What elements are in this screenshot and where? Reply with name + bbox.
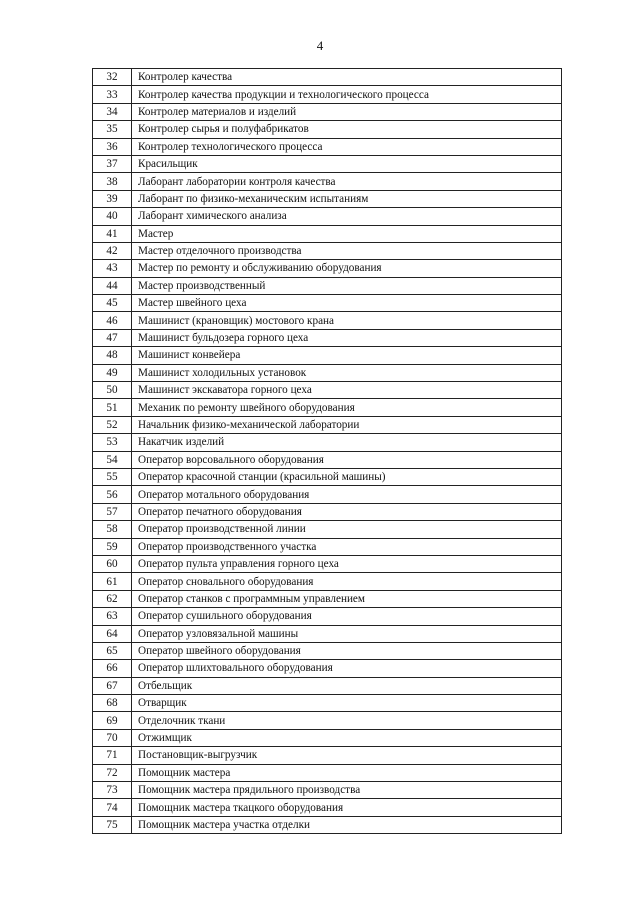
profession-name: Контролер сырья и полуфабрикатов <box>132 121 562 138</box>
profession-name: Красильщик <box>132 155 562 172</box>
row-number: 59 <box>93 538 132 555</box>
table-row <box>93 799 562 816</box>
table-row <box>93 347 562 364</box>
table-row <box>93 103 562 120</box>
profession-name: Оператор шлихтовального оборудования <box>132 660 562 677</box>
profession-name: Оператор сновального оборудования <box>132 573 562 590</box>
table-row <box>93 625 562 642</box>
table-row <box>93 782 562 799</box>
table-row <box>93 434 562 451</box>
table-row <box>93 642 562 659</box>
row-number: 63 <box>93 608 132 625</box>
profession-name: Оператор узловязальной машины <box>132 625 562 642</box>
profession-name: Контролер качества продукции и технологического процесса <box>132 86 562 103</box>
table-row <box>93 729 562 746</box>
table-row <box>93 138 562 155</box>
row-number: 42 <box>93 242 132 259</box>
profession-name: Лаборант по физико-механическим испытаниям <box>132 190 562 207</box>
profession-name: Мастер отделочного производства <box>132 242 562 259</box>
row-number: 32 <box>93 69 132 86</box>
row-number: 56 <box>93 486 132 503</box>
table-row <box>93 329 562 346</box>
table-row <box>93 521 562 538</box>
profession-name: Мастер производственный <box>132 277 562 294</box>
profession-name: Постановщик-выгрузчик <box>132 747 562 764</box>
table-row <box>93 260 562 277</box>
table-row <box>93 242 562 259</box>
profession-name: Машинист холодильных установок <box>132 364 562 381</box>
profession-name: Оператор швейного оборудования <box>132 642 562 659</box>
row-number: 65 <box>93 642 132 659</box>
professions-table-body <box>93 69 562 834</box>
table-row <box>93 155 562 172</box>
row-number: 54 <box>93 451 132 468</box>
table-row <box>93 503 562 520</box>
table-row <box>93 173 562 190</box>
table-row <box>93 608 562 625</box>
table-row <box>93 190 562 207</box>
row-number: 62 <box>93 590 132 607</box>
row-number: 75 <box>93 816 132 833</box>
profession-name: Оператор красочной станции (красильной машины) <box>132 468 562 485</box>
table-row <box>93 590 562 607</box>
row-number: 50 <box>93 382 132 399</box>
table-row <box>93 555 562 572</box>
row-number: 43 <box>93 260 132 277</box>
profession-name: Машинист бульдозера горного цеха <box>132 329 562 346</box>
table-row <box>93 538 562 555</box>
row-number: 73 <box>93 782 132 799</box>
row-number: 46 <box>93 312 132 329</box>
profession-name: Отбельщик <box>132 677 562 694</box>
profession-name: Мастер швейного цеха <box>132 295 562 312</box>
table-row <box>93 416 562 433</box>
row-number: 47 <box>93 329 132 346</box>
table-row <box>93 486 562 503</box>
table-row <box>93 573 562 590</box>
row-number: 36 <box>93 138 132 155</box>
row-number: 60 <box>93 555 132 572</box>
table-row <box>93 695 562 712</box>
table-row <box>93 747 562 764</box>
professions-table <box>92 68 562 834</box>
profession-name: Оператор производственного участка <box>132 538 562 555</box>
row-number: 37 <box>93 155 132 172</box>
row-number: 38 <box>93 173 132 190</box>
table-row <box>93 382 562 399</box>
profession-name: Отжимщик <box>132 729 562 746</box>
profession-name: Оператор пульта управления горного цеха <box>132 555 562 572</box>
profession-name: Машинист конвейера <box>132 347 562 364</box>
page-number: 4 <box>316 38 324 53</box>
row-number: 34 <box>93 103 132 120</box>
profession-name: Лаборант лаборатории контроля качества <box>132 173 562 190</box>
profession-name: Оператор ворсовального оборудования <box>132 451 562 468</box>
profession-name: Оператор производственной линии <box>132 521 562 538</box>
profession-name: Мастер по ремонту и обслуживанию оборудования <box>132 260 562 277</box>
profession-name: Помощник мастера участка отделки <box>132 816 562 833</box>
row-number: 41 <box>93 225 132 242</box>
profession-name: Накатчик изделий <box>132 434 562 451</box>
table-row <box>93 451 562 468</box>
row-number: 48 <box>93 347 132 364</box>
row-number: 55 <box>93 468 132 485</box>
profession-name: Машинист экскаватора горного цеха <box>132 382 562 399</box>
profession-name: Помощник мастера ткацкого оборудования <box>132 799 562 816</box>
row-number: 35 <box>93 121 132 138</box>
row-number: 45 <box>93 295 132 312</box>
row-number: 58 <box>93 521 132 538</box>
profession-name: Отварщик <box>132 695 562 712</box>
table-row <box>93 225 562 242</box>
table-row <box>93 277 562 294</box>
profession-name: Лаборант химического анализа <box>132 208 562 225</box>
row-number: 40 <box>93 208 132 225</box>
profession-name: Оператор мотального оборудования <box>132 486 562 503</box>
profession-name: Помощник мастера прядильного производства <box>132 782 562 799</box>
table-row <box>93 399 562 416</box>
table-row <box>93 677 562 694</box>
profession-name: Контролер качества <box>132 69 562 86</box>
profession-name: Машинист (крановщик) мостового крана <box>132 312 562 329</box>
row-number: 70 <box>93 729 132 746</box>
row-number: 39 <box>93 190 132 207</box>
table-row <box>93 312 562 329</box>
row-number: 74 <box>93 799 132 816</box>
table-row <box>93 295 562 312</box>
profession-name: Отделочник ткани <box>132 712 562 729</box>
row-number: 64 <box>93 625 132 642</box>
table-row <box>93 816 562 833</box>
profession-name: Контролер технологического процесса <box>132 138 562 155</box>
profession-name: Механик по ремонту швейного оборудования <box>132 399 562 416</box>
profession-name: Оператор станков с программным управлением <box>132 590 562 607</box>
row-number: 69 <box>93 712 132 729</box>
row-number: 33 <box>93 86 132 103</box>
row-number: 68 <box>93 695 132 712</box>
row-number: 67 <box>93 677 132 694</box>
row-number: 53 <box>93 434 132 451</box>
profession-name: Мастер <box>132 225 562 242</box>
row-number: 66 <box>93 660 132 677</box>
row-number: 44 <box>93 277 132 294</box>
table-row <box>93 69 562 86</box>
row-number: 61 <box>93 573 132 590</box>
row-number: 49 <box>93 364 132 381</box>
table-row <box>93 121 562 138</box>
row-number: 52 <box>93 416 132 433</box>
table-row <box>93 764 562 781</box>
profession-name: Начальник физико-механической лаборатории <box>132 416 562 433</box>
table-row <box>93 468 562 485</box>
row-number: 57 <box>93 503 132 520</box>
table-row <box>93 364 562 381</box>
table-row <box>93 660 562 677</box>
profession-name: Помощник мастера <box>132 764 562 781</box>
profession-name: Оператор сушильного оборудования <box>132 608 562 625</box>
table-row <box>93 208 562 225</box>
row-number: 71 <box>93 747 132 764</box>
table-row <box>93 86 562 103</box>
row-number: 51 <box>93 399 132 416</box>
profession-name: Оператор печатного оборудования <box>132 503 562 520</box>
table-row <box>93 712 562 729</box>
profession-name: Контролер материалов и изделий <box>132 103 562 120</box>
row-number: 72 <box>93 764 132 781</box>
